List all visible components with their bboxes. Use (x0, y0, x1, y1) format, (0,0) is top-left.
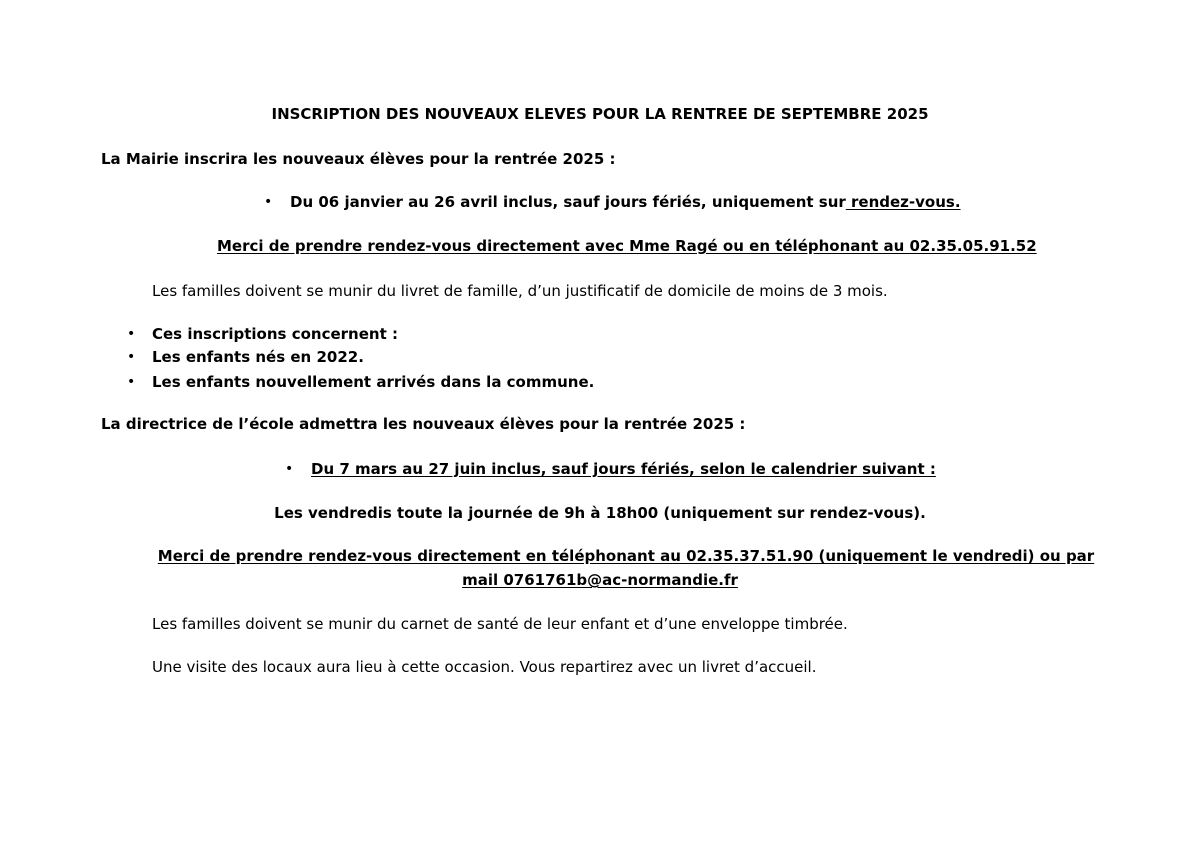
directrice-schedule: Les vendredis toute la journée de 9h à 18h00 (uniquement sur rendez-vous). (274, 504, 926, 522)
directrice-period: Du 7 mars au 27 juin inclus, sauf jours fériés, selon le calendrier suivant : (311, 460, 936, 478)
mairie-period (290, 192, 961, 212)
mairie-period-text: Du 06 janvier au 26 avril inclus, sauf jours fériés, uniquement sur (290, 193, 846, 211)
directrice-documents: Les familles doivent se munir du carnet de santé de leur enfant et d’une enveloppe timbrée. (152, 615, 848, 633)
bullet-2: • (127, 349, 136, 365)
mairie-documents: Les familles doivent se munir du livret de famille, d’un justificatif de domicile de moins de 3 mois. (152, 282, 888, 300)
bullet-mairie-period: • (264, 194, 273, 210)
directrice-visit: Une visite des locaux aura lieu à cette occasion. Vous repartirez avec un livret d’accueil. (152, 658, 817, 676)
directrice-contact-line-1: Merci de prendre rendez-vous directement en téléphonant au 02.35.37.51.90 (uniquement le vendredi) ou par (157, 547, 1095, 565)
document-title: INSCRIPTION DES NOUVEAUX ELEVES POUR LA RENTREE DE SEPTEMBRE 2025 (271, 105, 929, 123)
mairie-period-rdv: rendez-vous. (845, 193, 961, 211)
mairie-contact: Merci de prendre rendez-vous directement avec Mme Ragé ou en téléphonant au 02.35.05.91.52 (217, 237, 1037, 255)
mairie-bullet-3: Les enfants nouvellement arrivés dans la commune. (152, 373, 595, 391)
bullet-3: • (127, 374, 136, 390)
bullet-directrice-period: • (285, 461, 294, 477)
bullet-1: • (127, 326, 136, 342)
directrice-intro: La directrice de l’école admettra les nouveaux élèves pour la rentrée 2025 : (101, 415, 746, 433)
mairie-bullet-1: Ces inscriptions concernent : (152, 325, 398, 343)
mairie-bullet-2: Les enfants nés en 2022. (152, 348, 364, 366)
mairie-intro: La Mairie inscrira les nouveaux élèves pour la rentrée 2025 : (101, 150, 616, 168)
directrice-contact-line-2: mail 0761761b@ac-normandie.fr (462, 571, 738, 589)
